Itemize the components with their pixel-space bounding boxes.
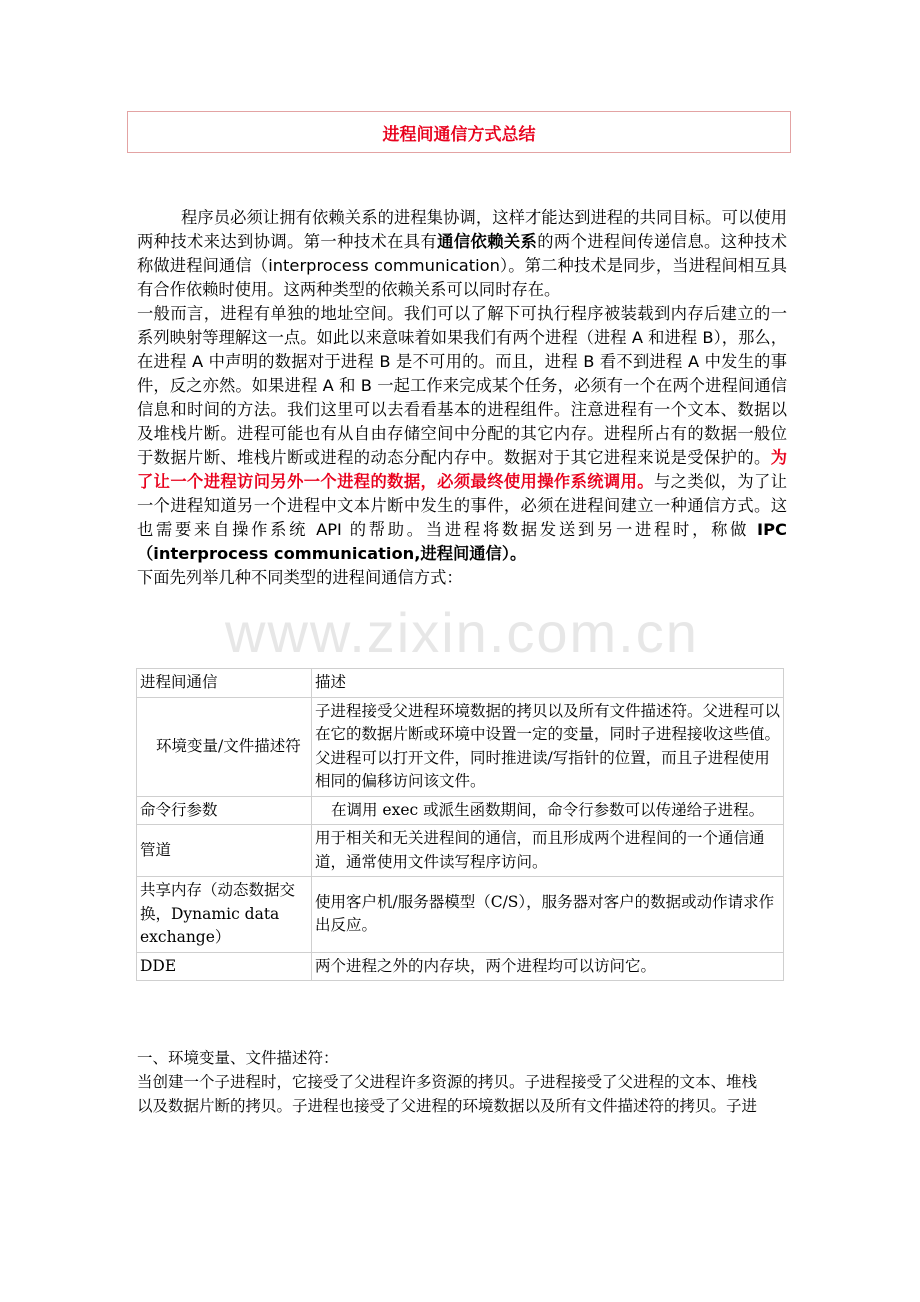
table-row (137, 796, 784, 825)
intro-p1-text-b: 的两个进程间传递信息。这种技术称做进程间通信（interprocess communication）。第二种技术是同步，当进程间相互具有合作依赖时使用。这两种类型的依赖关系可以同时存在。 (137, 232, 787, 299)
intro-p1-text-a: 程序员必须让拥有依赖关系的进程集协调，这样才能达到进程的共同目标。可以使用两种技术来达到协调。第一种技术在具有 (137, 208, 787, 251)
table-header-cell: 描述 (312, 669, 784, 698)
table-row (137, 877, 784, 953)
intro-p2-text-b: 与之类似，为了让一个进程知道另一个进程中文本片断中发生的事件，必须在进程间建立一种通信方式。这也需要来自操作系统 API 的帮助。当进程将数据发送到另一进程时，称做 (137, 472, 787, 539)
table-row (137, 697, 784, 796)
section-1 (137, 1046, 787, 1118)
table-cell-desc: 在调用 exec 或派生函数期间，命令行参数可以传递给子进程。 (312, 796, 784, 825)
section-text-line: 以及数据片断的拷贝。子进程也接受了父进程的环境数据以及所有文件描述符的拷贝。子进 (137, 1097, 758, 1115)
intro-paragraph-3: 下面先列举几种不同类型的进程间通信方式： (137, 568, 463, 587)
table-cell-desc: 使用客户机/服务器模型（C/S），服务器对客户的数据或动作请求作出反应。 (312, 877, 784, 953)
intro-p1-bold: 通信依赖关系 (437, 232, 538, 251)
section-text-line: 当创建一个子进程时，它接受了父进程许多资源的拷贝。子进程接受了父进程的文本、堆栈 (137, 1073, 758, 1091)
intro-p2-highlight: 为了让一个进程访问另外一个进程的数据，必须最终使用操作系统调用。 (137, 448, 787, 491)
table-cell-name: 命令行参数 (137, 796, 312, 825)
ipc-table (136, 668, 784, 981)
page-title: 进程间通信方式总结 (382, 124, 536, 145)
intro-text (137, 206, 787, 590)
intro-p2-bold: IPC（interprocess communication,进程间通信）。 (137, 520, 787, 563)
section-heading: 一、环境变量、文件描述符： (137, 1049, 339, 1067)
table-cell-name: 环境变量/文件描述符 (137, 697, 312, 796)
table-cell-name: 共享内存（动态数据交换，Dynamic data exchange） (137, 877, 312, 953)
table-header-row (137, 669, 784, 698)
intro-paragraph-2 (137, 302, 787, 566)
table-row (137, 952, 784, 981)
title-box (127, 111, 791, 153)
table-cell-desc: 子进程接受父进程环境数据的拷贝以及所有文件描述符。父进程可以在它的数据片断或环境中设置一定的变量，同时子进程接收这些值。父进程可以打开文件，同时推进读/写指针的位置，而且子进程使用相同的偏移访问该文件。 (312, 697, 784, 796)
table-cell-name: 管道 (137, 825, 312, 877)
table-cell-desc: 用于相关和无关进程间的通信，而且形成两个进程间的一个通信通道，通常使用文件读写程序访问。 (312, 825, 784, 877)
intro-paragraph-1 (137, 206, 787, 302)
intro-p2-text-a: 一般而言，进程有单独的地址空间。我们可以了解下可执行程序被装载到内存后建立的一系列映射等理解这一点。如此以来意味着如果我们有两个进程（进程 A 和进程 B），那么，在进程 A 中声明的数据对于进程 B 是不可用的。而且，进程 B 看不到进程 A 中发生的事件，反之亦然。如果进程 A 和 B 一起工作来完成某个任务，必须有一个在两个进程间通信信息和时间的方法。我们这里可以去看看基本的进程组件。注意进程有一个文本、数据以及堆栈片断。进程可能也有从自由存储空间中分配的其它内存。进程所占有的数据一般位于数据片断、堆栈片断或进程的动态分配内存中。数据对于其它进程来说是受保护的。 (137, 304, 787, 467)
table-cell-name: DDE (137, 952, 312, 981)
table-row (137, 825, 784, 877)
table-cell-desc: 两个进程之外的内存块，两个进程均可以访问它。 (312, 952, 784, 981)
table-header-cell: 进程间通信 (137, 669, 312, 698)
watermark: www.zixin.com.cn (225, 601, 699, 664)
